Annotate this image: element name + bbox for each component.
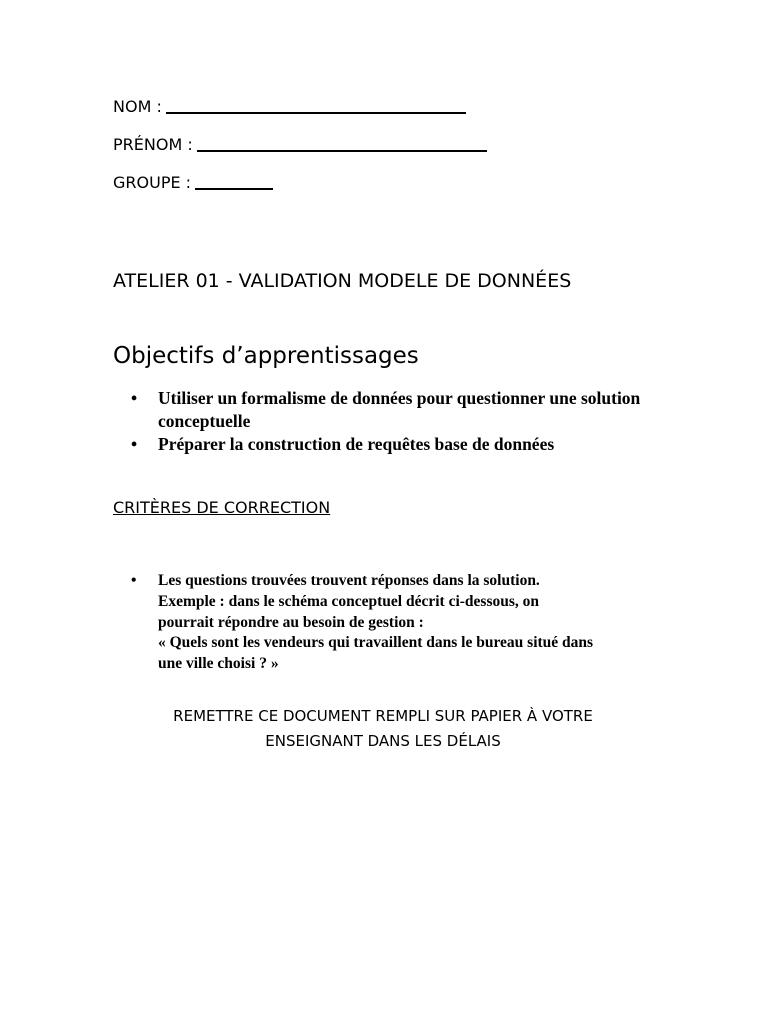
instruction-line-1: REMETTRE CE DOCUMENT REMPLI SUR PAPIER À VOTRE — [173, 707, 593, 725]
critere-line: Exemple : dans le schéma conceptuel décrit ci-dessous, on — [158, 592, 540, 610]
groupe-field[interactable] — [113, 172, 273, 193]
objectif-text: Préparer la construction de requêtes base de données — [158, 434, 555, 454]
objectifs-list — [131, 387, 671, 456]
bullet-icon: • — [131, 572, 137, 589]
prenom-label: PRÉNOM : — [113, 135, 193, 154]
groupe-blank-line[interactable] — [195, 172, 273, 190]
criteres-list — [131, 571, 661, 675]
groupe-label: GROUPE : — [113, 173, 192, 192]
prenom-field[interactable] — [113, 134, 487, 155]
criteres-heading: CRITÈRES DE CORRECTION — [113, 498, 331, 517]
bullet-icon: • — [131, 434, 138, 454]
atelier-title: ATELIER 01 - VALIDATION MODELE DE DONNÉES — [113, 270, 572, 292]
nom-field[interactable] — [113, 96, 466, 117]
instruction-line-2: ENSEIGNANT DANS LES DÉLAIS — [265, 732, 501, 750]
objectifs-heading: Objectifs d’apprentissages — [113, 343, 419, 369]
critere-line: une ville choisi ? » — [158, 655, 279, 673]
prenom-blank-line[interactable] — [197, 134, 487, 152]
nom-label: NOM : — [113, 97, 162, 116]
bullet-icon: • — [131, 388, 138, 408]
submission-instruction — [113, 704, 653, 754]
critere-line: Les questions trouvées trouvent réponses dans la solution. — [158, 572, 540, 589]
critere-line: « Quels sont les vendeurs qui travaillent dans le bureau situé dans — [158, 634, 594, 652]
critere-line: pourrait répondre au besoin de gestion : — [158, 613, 424, 631]
critere-item — [131, 571, 661, 675]
objectif-text: Utiliser un formalisme de données pour questionner une solution conceptuelle — [158, 388, 641, 431]
objectif-item — [131, 387, 671, 433]
nom-blank-line[interactable] — [166, 96, 466, 114]
objectif-item — [131, 433, 671, 456]
